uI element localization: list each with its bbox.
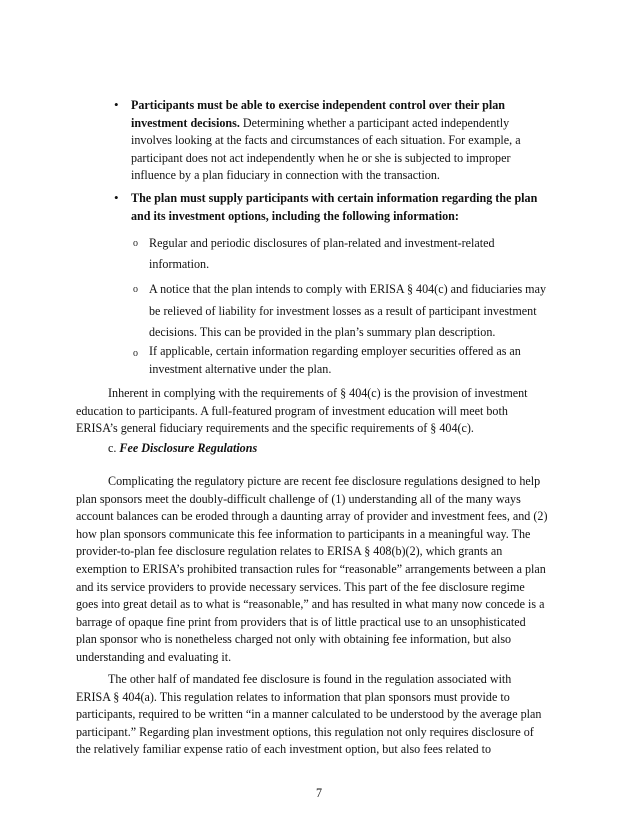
sub-item-3: If applicable, certain information regarding employer securities offered as an investment alternative under the plan. — [149, 344, 521, 376]
bullet-2-bold-line-2: and its investment options, including the following information: — [131, 208, 459, 223]
bullet-1-text — [131, 97, 521, 185]
bullet-1-line: participant does not act independently when he or she is subjected to improper — [131, 150, 511, 165]
sub-item-2: A notice that the plan intends to comply with ERISA § 404(c) and fiduciaries may be relieved of liability for investment losses as a result of participant investment decisions. This can be provided in the plan’s summary plan description. — [149, 282, 546, 339]
sub-item-1: Regular and periodic disclosures of plan-related and investment-related information. — [149, 236, 495, 271]
bullet-2-bold-line-1: The plan must supply participants with certain information regarding the plan — [131, 191, 538, 205]
bullet-1-rest: Determining whether a participant acted independently — [239, 115, 510, 130]
sub-bullet-icon: o — [133, 348, 138, 359]
sub-bullet-icon: o — [133, 238, 138, 249]
paragraph-1: Inherent in complying with the requirements of § 404(c) is the provision of investment education to participants. A full-featured program of investment education will meet both ERISA’s general fiduciary requirements and the specific requirements of § 404(c). — [76, 386, 528, 436]
sub-bullet-icon: o — [133, 284, 138, 295]
bullet-1-bold-line-1: Participants must be able to exercise independent control over their plan — [131, 98, 505, 112]
bullet-1-line: influence by a plan fiduciary in connection with the transaction. — [131, 168, 440, 183]
section-heading-title: Fee Disclosure Regulations — [119, 441, 258, 455]
bullet-dot-icon: • — [114, 190, 119, 205]
page-number: 7 — [315, 786, 323, 800]
paragraph-3: The other half of mandated fee disclosure is found in the regulation associated with ERISA § 404(a). This regulation relates to information that plan sponsors must provide to participants, required to be written “in a manner calculated to be understood by the average plan participant.” Regarding plan investment options, this regulation not only requires disclosure of the relatively familiar expense ratio of each investment option, but also fees related to — [76, 672, 542, 757]
bullet-2-text — [131, 190, 537, 225]
section-heading — [108, 441, 257, 456]
bullet-dot-icon: • — [114, 97, 119, 112]
bullet-1-line: involves looking at the facts and circumstances of each situation. For example, a — [131, 133, 521, 148]
bullet-1-bold-line-2: investment decisions. — [131, 115, 240, 130]
section-heading-prefix: c. — [108, 441, 120, 455]
paragraph-2: Complicating the regulatory picture are recent fee disclosure regulations designed to help plan sponsors meet the doubly-difficult challenge of (1) understanding all of the many ways account balances can be eroded through a daunting array of provider and investment fees, and (2) how plan sponsors communicate this fee information to participants in a meaningful way. The provider-to-plan fee disclosure regulation relates to ERISA § 408(b)(2), which grants an exemption to ERISA’s prohibited transaction rules for “reasonable” arrangements between a plan and its service providers to provide necessary services. This part of the fee disclosure regime goes into great detail as to what is “reasonable,” and has resulted in what many now concede is a barrage of opaque fine print from providers that is of little practical use to an unsophisticated plan sponsor who is nonetheless charged not only with obtaining fee information, but also understanding and evaluating it. — [76, 474, 548, 664]
